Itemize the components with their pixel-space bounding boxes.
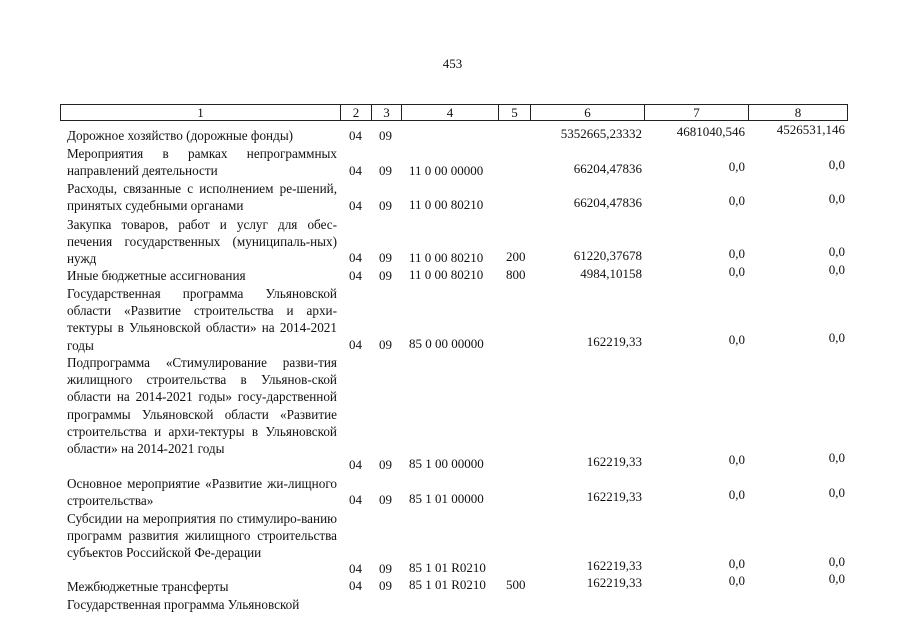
header-col-2: 2: [341, 105, 372, 120]
row-amount-6: 162219,33: [586, 575, 642, 590]
row-target-code: 85 1 01 00000: [409, 491, 484, 506]
row-amount-7: 0,0: [728, 573, 745, 588]
row-target-code: 11 0 00 80210: [409, 267, 484, 282]
row-subsection: 09: [379, 457, 392, 472]
row-amount-7: 0,0: [728, 332, 745, 347]
row-section: 04: [349, 578, 362, 593]
row-amount-7: 0,0: [728, 193, 745, 208]
row-subsection: 09: [379, 163, 392, 178]
row-subsection: 09: [379, 492, 392, 507]
header-col-3: 3: [372, 105, 402, 120]
row-amount-7: 0,0: [728, 246, 745, 261]
row-amount-8: 0,0: [828, 485, 845, 500]
row-section: 04: [349, 250, 362, 265]
row-target-code: 85 0 00 00000: [409, 336, 484, 351]
row-name: Иные бюджетные ассигнования: [67, 268, 246, 283]
row-section: 04: [349, 268, 362, 283]
row-name: Основное мероприятие «Развитие жи-лищного строительства»: [67, 476, 337, 509]
row-name: Расходы, связанные с исполнением ре-шений, принятых судебными органами: [67, 181, 337, 214]
row-target-code: 11 0 00 80210: [409, 197, 484, 212]
row-amount-7: 4681040,546: [676, 124, 745, 139]
row-section: 04: [349, 457, 362, 472]
row-amount-7: 0,0: [728, 487, 745, 502]
row-amount-8: 0,0: [828, 450, 845, 465]
row-amount-6: 162219,33: [586, 558, 642, 573]
row-amount-6: 5352665,23332: [560, 126, 642, 141]
page-number: 453: [442, 56, 463, 71]
header-col-8: 8: [794, 105, 802, 120]
row-amount-6: 162219,33: [586, 454, 642, 469]
row-amount-8: 0,0: [828, 262, 845, 277]
row-target-code: 85 1 01 R0210: [409, 560, 486, 575]
row-subsection: 09: [379, 337, 392, 352]
row-name: Государственная программа Ульяновской области «Развитие строительства и архи-тектуры в Ульяновской области» на 2014-2021 годы: [67, 286, 337, 353]
row-amount-8: 0,0: [828, 554, 845, 569]
row-name: Межбюджетные трансферты: [67, 579, 229, 594]
row-amount-8: 0,0: [828, 157, 845, 172]
row-amount-6: 66204,47836: [573, 161, 642, 176]
row-subsection: 09: [379, 198, 392, 213]
row-amount-8: 4526531,146: [776, 122, 845, 137]
row-subsection: 09: [379, 250, 392, 265]
row-amount-7: 0,0: [728, 452, 745, 467]
row-amount-6: 66204,47836: [573, 195, 642, 210]
row-amount-7: 0,0: [728, 264, 745, 279]
row-subsection: 09: [379, 578, 392, 593]
row-section: 04: [349, 163, 362, 178]
row-subsection: 09: [379, 128, 392, 143]
row-target-code: 11 0 00 80210: [409, 250, 484, 265]
row-amount-6: 162219,33: [586, 334, 642, 349]
row-expense-type: 200: [506, 249, 526, 264]
row-name: Государственная программа Ульяновской: [67, 597, 300, 612]
row-section: 04: [349, 561, 362, 576]
row-target-code: 85 1 00 00000: [409, 456, 484, 471]
row-section: 04: [349, 198, 362, 213]
row-amount-8: 0,0: [828, 244, 845, 259]
row-amount-6: 4984,10158: [580, 266, 642, 281]
row-amount-7: 0,0: [728, 556, 745, 571]
row-target-code: 11 0 00 00000: [409, 163, 484, 178]
row-amount-8: 0,0: [828, 330, 845, 345]
header-col-5: 5: [499, 105, 531, 120]
header-col-6: 6: [531, 105, 645, 120]
row-name: Субсидии на мероприятия по стимулиро-ванию программ развития жилищного строительства субъектов Российской Фе-дерации: [67, 511, 337, 561]
row-section: 04: [349, 337, 362, 352]
row-name: Подпрограмма «Стимулирование разви-тия жилищного строительства в Ульянов-ской области на 2014-2021 годы» госу-дарственной программы Ульяновской области «Развитие строительства и архи-тектуры в Ульяновской области» на 2014-2021 годы: [67, 355, 337, 457]
row-amount-7: 0,0: [728, 159, 745, 174]
header-col-7: 7: [645, 105, 749, 120]
row-target-code: 85 1 01 R0210: [409, 577, 486, 592]
row-name: Закупка товаров, работ и услуг для обес-печения государственных (муниципаль-ных) нужд: [67, 217, 337, 267]
row-amount-6: 61220,37678: [573, 248, 642, 263]
row-name: Дорожное хозяйство (дорожные фонды): [67, 128, 294, 143]
row-expense-type: 800: [506, 267, 526, 282]
row-section: 04: [349, 128, 362, 143]
row-amount-8: 0,0: [828, 191, 845, 206]
row-subsection: 09: [379, 561, 392, 576]
row-name: Мероприятия в рамках непрограммных направлений деятельности: [67, 146, 337, 179]
row-amount-6: 162219,33: [586, 489, 642, 504]
header-col-1: 1: [61, 105, 341, 120]
row-amount-8: 0,0: [828, 571, 845, 586]
row-section: 04: [349, 492, 362, 507]
header-col-4: 4: [402, 105, 499, 120]
row-subsection: 09: [379, 268, 392, 283]
row-expense-type: 500: [506, 577, 526, 592]
